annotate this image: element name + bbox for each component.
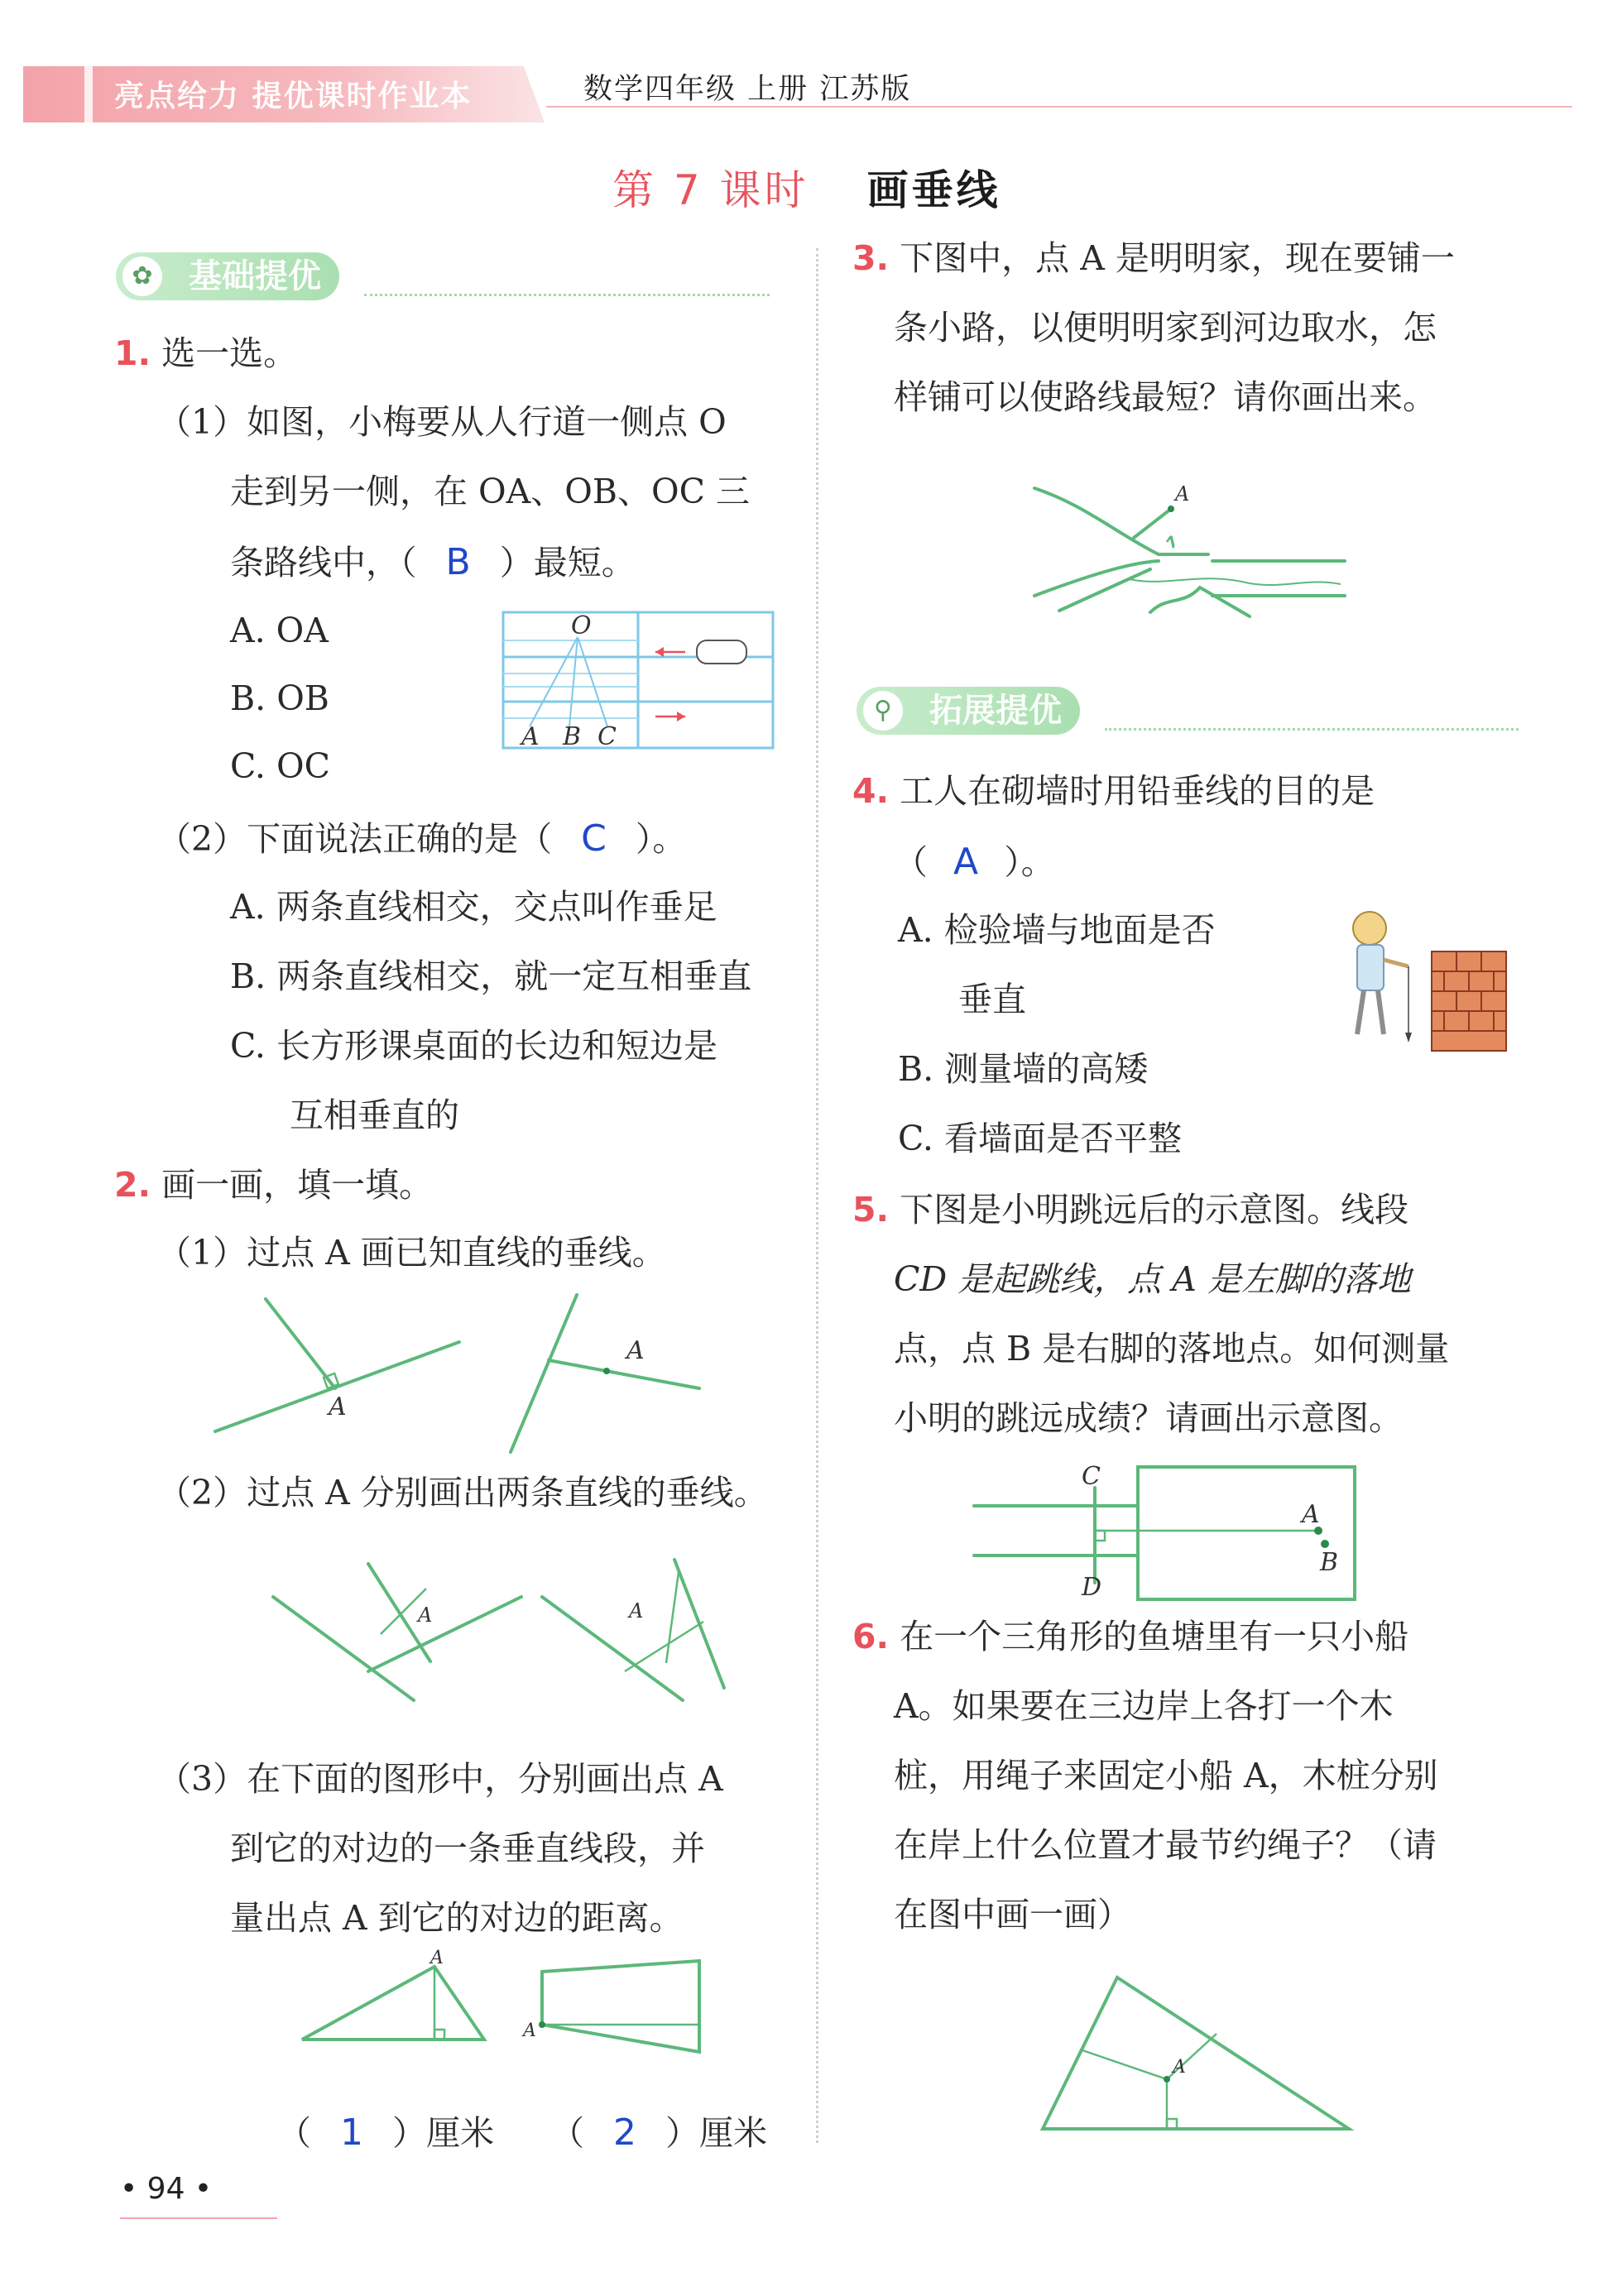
q2-sub3-line2: 到它的对边的一条垂直线段，并 [230, 1829, 705, 1868]
q4-option-a-line1: A. 检验墙与地面是否 [898, 910, 1216, 950]
page-footer [120, 2172, 212, 2206]
sand-pit [1138, 1467, 1355, 1599]
label-a-foot: A [1302, 1500, 1320, 1529]
q2-paren-1: （ [277, 2113, 311, 2153]
route-oc [578, 637, 607, 726]
label-a: A [521, 722, 540, 751]
q1-sub2-option-c-line1: C. 长方形课桌面的长边和短边是 [230, 1026, 717, 1066]
river-figure [1026, 463, 1349, 621]
q5-line1 [852, 1190, 1408, 1230]
q4-option-b: B. 测量墙的高矮 [898, 1049, 1149, 1089]
q2-unit-1: ）厘米 [392, 2113, 495, 2153]
q6-line2: A。如果要在三边岸上各打一个木 [894, 1686, 1394, 1726]
label-c: C [597, 722, 617, 751]
point-a-4: A [629, 1599, 644, 1623]
q4-number: 4. [852, 771, 890, 811]
q1-sub1-line3 [230, 541, 636, 585]
q2-sub3-line3: 量出点 A 到它的对边的距离。 [230, 1898, 684, 1938]
q6-line4: 在岸上什么位置才最节约绳子？（请 [894, 1825, 1437, 1865]
q6-text-1: 在一个三角形的鱼塘里有一只小船 [900, 1617, 1409, 1656]
point-a-3: A [418, 1603, 433, 1627]
angle1-line-b [368, 1597, 521, 1671]
q5-line4: 小明的跳远成绩？请画出示意图。 [894, 1398, 1403, 1438]
q1-stem [114, 333, 297, 374]
triangle-shape [302, 1967, 484, 2040]
sprout-icon: ✿ [122, 256, 162, 296]
q1-sub2-stem-post: ）。 [635, 819, 687, 859]
section-basic-label: 基础提优 [189, 257, 321, 295]
road-lower-right [1150, 587, 1250, 616]
q1-sub1-line3-post: ）最短。 [499, 543, 636, 582]
q2-sub1: （1）过点 A 画已知直线的垂线。 [157, 1233, 666, 1273]
q2-answer-1: 1 [340, 2111, 364, 2154]
q1-sub1-line1: （1）如图，小梅要从人行道一侧点 O [157, 402, 727, 442]
q2-text: 画一画，填一填。 [161, 1165, 434, 1205]
section-rule-2 [1105, 728, 1519, 731]
sidewalk-figure [501, 611, 775, 750]
road-lower-left [1059, 569, 1150, 611]
q2-answer-1-row [277, 2111, 494, 2155]
section-badge-basic [116, 252, 339, 300]
brick-wall-icon [1432, 951, 1506, 1051]
q6-line3: 桩，用绳子来固定小船 A，木桩分别 [894, 1756, 1438, 1795]
q4-answer: A [953, 841, 979, 883]
q6-line5: 在图中画一画） [894, 1895, 1131, 1934]
q4-text-1: 工人在砌墙时用铅垂线的目的是 [900, 771, 1375, 811]
q1-option-c: C. OC [230, 746, 330, 786]
q4-paren-close: ）。 [1004, 842, 1055, 882]
q1-sub2-option-a: A. 两条直线相交，交点叫作垂足 [230, 887, 717, 927]
q1-sub1-answer: B [445, 541, 471, 583]
q2-answer-2-row [550, 2111, 767, 2155]
boat-point [1164, 2076, 1170, 2083]
fish-pond-figure [1039, 1973, 1353, 2135]
q6-number: 6. [852, 1617, 890, 1656]
q5-line2: CD 是起跳线，点 A 是左脚的落地 [894, 1259, 1411, 1299]
q3-number: 3. [852, 238, 890, 278]
drawn-perpendicular-2 [549, 1360, 699, 1388]
book-title: 数学四年级 上册 江苏版 [583, 73, 912, 106]
perp-2b [666, 1572, 679, 1663]
q1-number: 1. [114, 333, 151, 373]
q3-text-1: 下图中，点 A 是明明家，现在要铺一 [900, 238, 1455, 278]
point-a-2: A [626, 1336, 645, 1365]
q2-stem [114, 1165, 433, 1206]
q2-paren-2: （ [550, 2113, 584, 2153]
q1-sub2-answer: C [581, 817, 607, 860]
label-b: B [563, 722, 582, 751]
car-icon [697, 640, 746, 664]
long-jump-figure [972, 1463, 1361, 1603]
point-a-home: A [1175, 482, 1190, 506]
point-a-1: A [329, 1392, 347, 1421]
lesson-number: 第 7 课时 [612, 166, 809, 214]
point-a-boat: A [1173, 2057, 1186, 2078]
q4-option-a-line2: 垂直 [958, 980, 1026, 1019]
q4-option-c: C. 看墙面是否平整 [898, 1119, 1182, 1158]
q3-line3: 样铺可以使路线最短？请你画出来。 [894, 377, 1437, 417]
worker-wall-illustration [1332, 910, 1514, 1055]
path-to-river [1134, 509, 1171, 538]
q5-text-1: 下图是小明跳远后的示意图。线段 [900, 1190, 1409, 1229]
angle1-line-a [273, 1597, 414, 1700]
q2-sub2: （2）过点 A 分别画出两条直线的垂线。 [157, 1473, 768, 1512]
q4-paren-open: （ [894, 842, 928, 882]
q3-line2: 条小路，以便明明家到河边取水，怎 [894, 308, 1437, 348]
q1-text: 选一选。 [161, 333, 298, 373]
series-title: 亮点给力 提优课时作业本 [114, 79, 473, 113]
trapezoid-shape [542, 1961, 699, 2052]
q1-option-a: A. OA [230, 611, 329, 650]
q1-sub1-line2: 走到另一侧，在 OA、OB、OC 三 [230, 472, 751, 511]
label-c-line: C [1082, 1462, 1101, 1491]
q2-number: 2. [114, 1165, 151, 1205]
q2-sub3-line1: （3）在下面的图形中，分别画出点 A [157, 1759, 723, 1799]
lesson-title [612, 157, 1001, 217]
q4-line1 [852, 771, 1375, 812]
q2-answer-2: 2 [613, 2111, 637, 2154]
q2-sub2-figure [269, 1555, 732, 1704]
label-o: O [571, 611, 592, 640]
q3-line1 [852, 238, 1455, 279]
page-number: • 94 • [120, 2172, 213, 2206]
q5-line3: 点，点 B 是右脚的落地点。如何测量 [894, 1329, 1450, 1368]
label-b-foot: B [1320, 1548, 1339, 1577]
given-line-2 [511, 1295, 577, 1452]
q6-line1 [852, 1617, 1408, 1657]
q4-answer-row [894, 841, 1055, 884]
q2-sub1-figure [211, 1291, 708, 1456]
q1-sub2-option-b: B. 两条直线相交，就一定互相垂直 [230, 956, 752, 996]
road-upper-left [1034, 488, 1159, 554]
q1-sub2-option-c-line2: 互相垂直的 [290, 1095, 459, 1135]
q1-sub2-stem [157, 817, 686, 861]
section-badge-extend [857, 687, 1080, 735]
q5-number: 5. [852, 1190, 890, 1229]
q1-option-b: B. OB [230, 678, 329, 718]
perp-2a [625, 1622, 703, 1671]
label-d-line: D [1082, 1573, 1102, 1602]
section-rule [364, 294, 770, 296]
q2-unit-2: ）厘米 [665, 2113, 768, 2153]
q2-sub3-figure [298, 1948, 728, 2056]
q1-sub2-stem-pre: （2）下面说法正确的是（ [157, 819, 553, 859]
river-flow [1130, 578, 1341, 585]
header-rule [546, 106, 1572, 108]
page-number-rule [120, 2217, 277, 2219]
point-a-6: A [523, 2020, 536, 2041]
point-a-5: A [430, 1948, 444, 1968]
worker-head-icon [1353, 912, 1386, 945]
column-divider [816, 248, 818, 2143]
q1-sub1-line3-pre: 条路线中，（ [230, 543, 417, 582]
lesson-name: 画垂线 [866, 166, 1001, 214]
drawn-perpendicular-1 [266, 1299, 335, 1388]
rope-left-bank [1080, 2049, 1167, 2079]
section-extend-label: 拓展提优 [929, 692, 1062, 730]
magnifier-icon: ⚲ [863, 691, 903, 731]
